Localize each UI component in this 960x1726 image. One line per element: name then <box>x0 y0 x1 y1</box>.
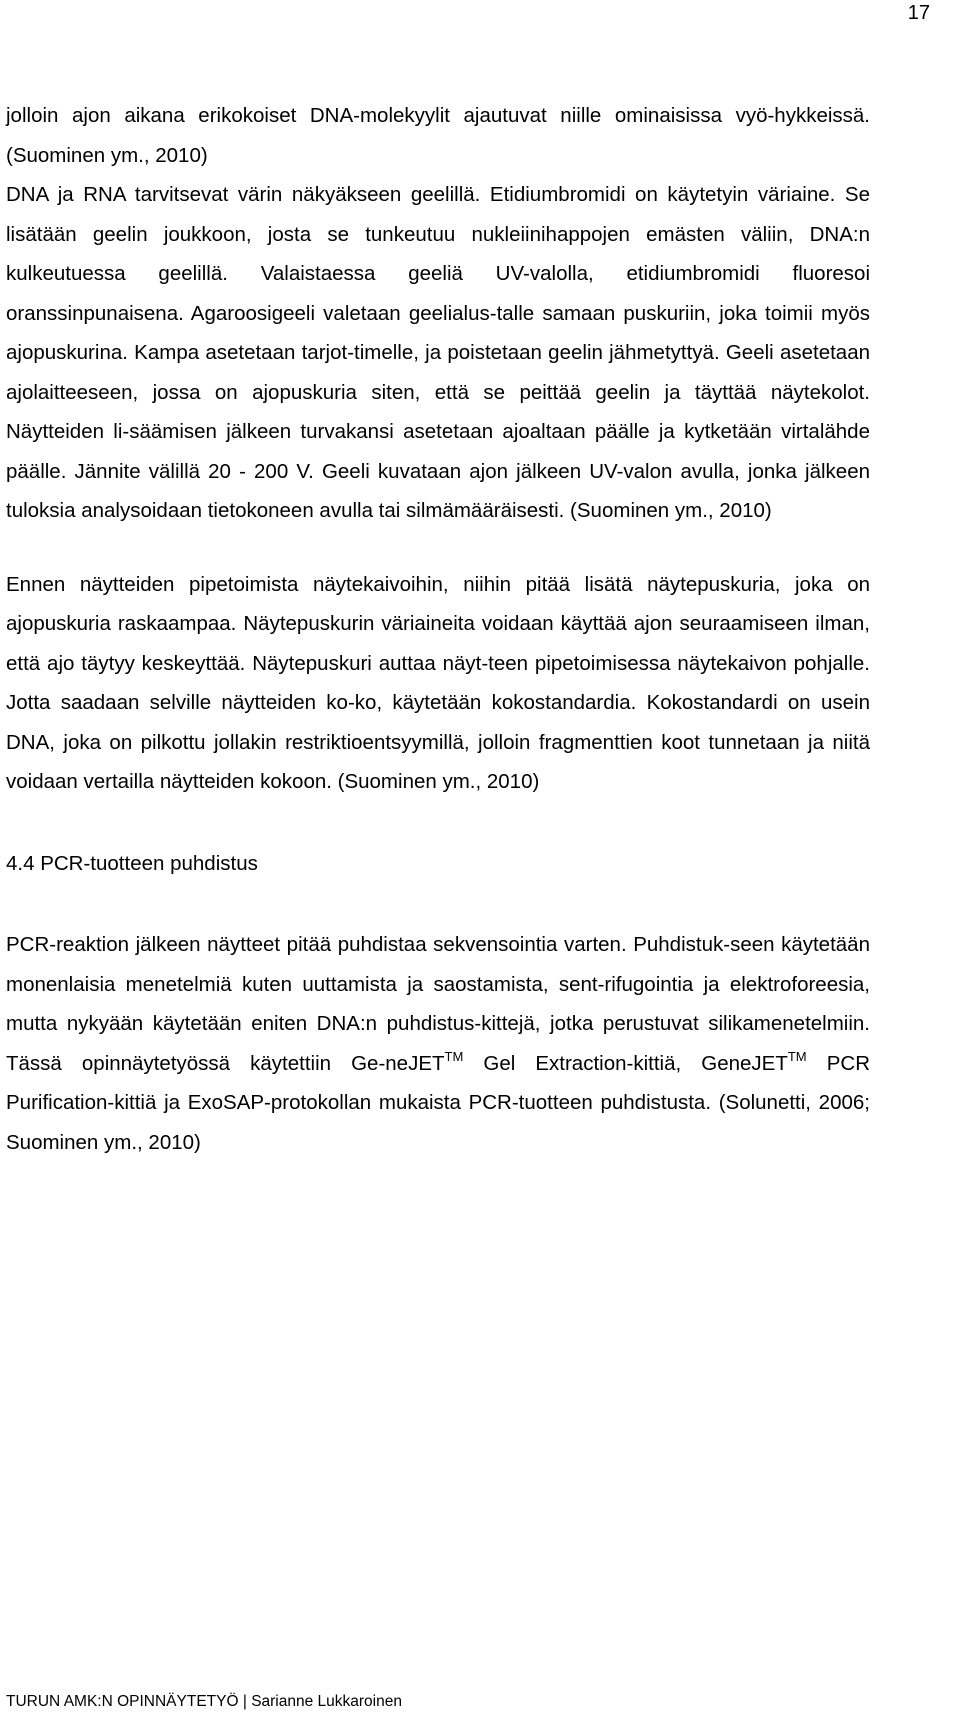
pcr-text-part1: PCR-reaktion jälkeen näytteet pitää puhdistaa sekvensointia varten. Puhdistuk-seen käytetään monenlaisia menetelmiä kuten uuttamista ja saostamista, sent-rifugointia ja elektroforeesia, mutta nykyään käytetään eniten DNA:n puhdistus-kittejä, jotka perustuvat silikamenetelmiin. Tässä opinnäytetyössä käytettiin Ge-neJET <box>6 933 870 1075</box>
pcr-text-part3: PCR Purification-kittiä ja ExoSAP-protokollan mukaista PCR-tuotteen puhdistusta. (Solunetti, 2006; Suominen ym., 2010) <box>6 1051 870 1154</box>
page-footer <box>6 1692 402 1712</box>
trademark-mark: TM <box>444 1048 464 1064</box>
footer-author: Sarianne Lukkaroinen <box>251 1693 402 1710</box>
pcr-text-part2: Gel Extraction-kittiä, GeneJET <box>463 1051 788 1075</box>
document-body <box>6 96 870 1162</box>
paragraph-ethidium-bromide: DNA ja RNA tarvitsevat värin näkyäkseen geelillä. Etidiumbromidi on käytetyin väriaine. Se lisätään geelin joukkoon, josta se tunkeutuu nukleiinihappojen emästen väliin, DNA:n kulkeutuessa geelillä. Valaistaessa geeliä UV-valolla, etidiumbromidi fluoresoi oranssinpunaisena. Agaroosigeeli valetaan geelialus-talle samaan puskuriin, joka toimii myös ajopuskurina. Kampa asetetaan tarjot-timelle, ja poistetaan geelin jähmetyttyä. Geeli asetetaan ajolaitteeseen, jossa on ajopuskuria siten, että se peittää geelin ja täyttää näytekolot. Näytteiden li-säämisen jälkeen turvakansi asetetaan ajoaltaan päälle ja kytketään virtalähde päälle. Jännite välillä 20 - 200 V. Geeli kuvataan ajon jälkeen UV-valon avulla, jonka jälkeen tuloksia analysoidaan tietokoneen avulla tai silmämääräisesti. (Suominen ym., 2010) <box>6 183 870 522</box>
trademark-mark: TM <box>787 1048 807 1064</box>
paragraph-sample-buffer: Ennen näytteiden pipetoimista näytekaivoihin, niihin pitää lisätä näytepuskuria, joka on ajopuskuria raskaampaa. Näytepuskurin väriaineita voidaan käyttää ajon seuraamiseen ilman, että ajo täytyy keskeyttää. Näytepuskuri auttaa näyt-teen pipetoimisessa näytekaivon pohjalle. Jotta saadaan selville näytteiden ko-ko, käytetään kokostandardia. Kokostandardi on usein DNA, joka on pilkottu jollakin restriktioentsyymillä, jolloin fragmenttien koot tunnetaan ja niitä voidaan vertailla näytteiden kokoon. (Suominen ym., 2010) <box>6 572 870 793</box>
page-number: 17 <box>907 2 930 24</box>
footer-institution: TURUN AMK:N OPINNÄYTETYÖ <box>6 1693 239 1710</box>
section-heading: 4.4 PCR-tuotteen puhdistus <box>6 851 258 875</box>
spacer <box>6 802 870 844</box>
paragraph-pcr-purification <box>6 925 870 1162</box>
spacer <box>6 883 870 925</box>
paragraph-electrophoresis-bands: jolloin ajon aikana erikokoiset DNA-molekyylit ajautuvat niille ominaisissa vyö-hykkeissä. (Suominen ym., 2010) <box>6 104 870 167</box>
footer-separator: | <box>242 1693 247 1710</box>
spacer <box>6 531 870 565</box>
